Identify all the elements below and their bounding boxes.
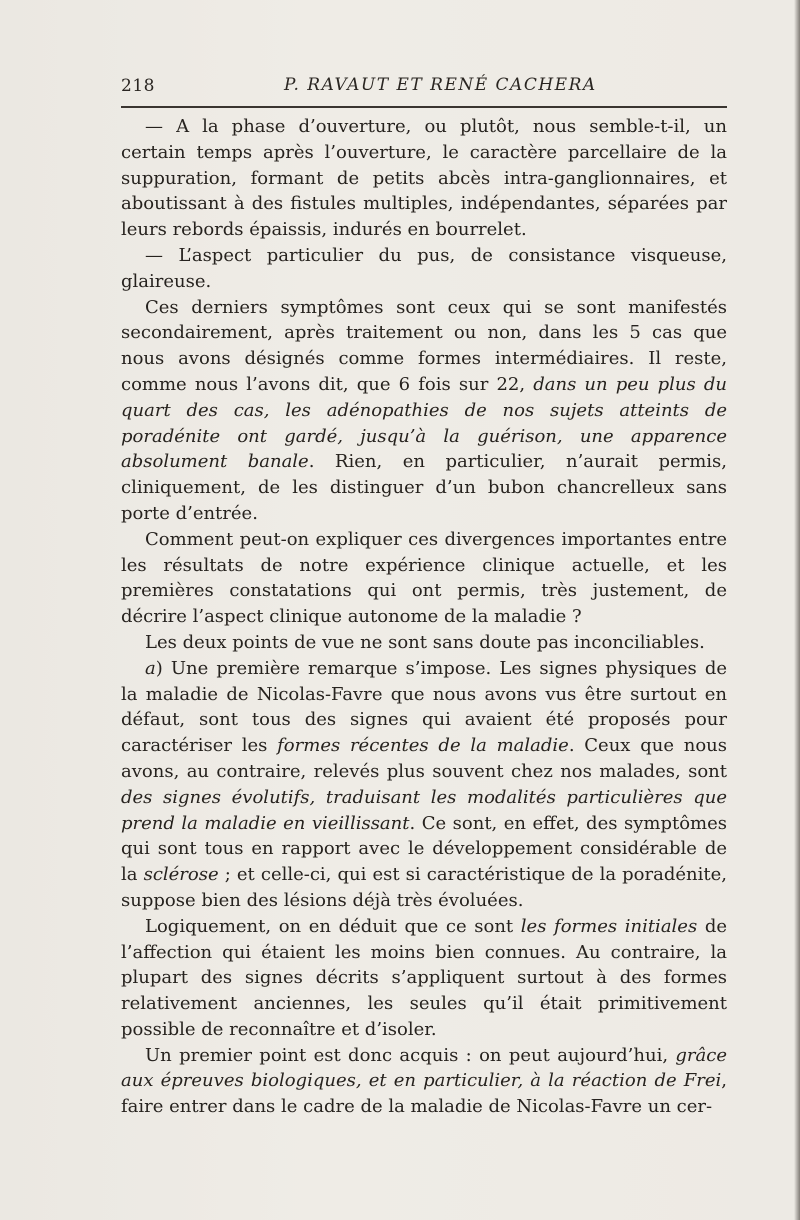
- italic-run: dans un peu plus du quart des cas, les adénopathies de nos sujets atteints de poradénite ont gardé, jusqu’à la guérison, une apparence absolument banale: [121, 373, 728, 473]
- text-run: Les deux points de vue ne sont sans doute pas inconciliables.: [145, 631, 705, 653]
- text-run: . Ceux que nous avons, au contraire, relevés plus souvent chez nos malades, sont: [121, 735, 727, 782]
- paragraph: [121, 114, 727, 243]
- text-run: . Rien, en particulier, n’aurait permis, cliniquement, de les distinguer d’un bubon chancrelleux sans porte d’entrée.: [121, 451, 728, 524]
- text-run: . Ce sont, en effet, des symptômes qui sont tous en rapport avec le développement considérable de la: [121, 812, 727, 886]
- paragraph: [121, 656, 727, 914]
- body-text: [121, 114, 727, 1120]
- italic-run: grâce aux épreuves biologiques, et en particulier, à la réaction de Frei: [121, 1044, 727, 1092]
- paragraph: [121, 1043, 727, 1120]
- text-run: Comment peut-on expliquer ces divergences importantes entre les résultats de notre expérience clinique actuelle, et les premières constatations qui ont permis, très justement, de décrire l’aspect clinique autonome de la maladie ?: [121, 528, 727, 628]
- page-number: 218: [121, 76, 155, 96]
- italic-run: a: [145, 657, 156, 679]
- text-run: Un premier point est donc acquis : on peut aujourd’hui,: [145, 1044, 676, 1066]
- header-rule: [121, 106, 727, 108]
- paragraph: [121, 243, 727, 295]
- text-run: — L’aspect particulier du pus, de consistance visqueuse, glaireuse.: [121, 244, 727, 292]
- text-run: Ces derniers symptômes sont ceux qui se sont manifestés secondairement, après traitement ou non, dans les 5 cas que nous avons désignés comme formes intermédiaires. Il reste, comme nous l’avons dit, que 6 fois sur 22,: [121, 296, 727, 395]
- italic-run: des signes évolutifs, traduisant les modalités particulières que prend la maladie en vieillissant: [121, 786, 727, 834]
- text-run: ; et celle-ci, qui est si caractéristique de la poradénite, suppose bien des lésions déjà très évoluées.: [121, 864, 727, 911]
- paragraph: [121, 914, 727, 1043]
- paragraph: [121, 630, 727, 656]
- page-header: [121, 72, 727, 102]
- paragraph: [121, 295, 727, 527]
- italic-run: formes récentes de la maladie: [277, 735, 569, 757]
- text-run: de l’affection qui étaient les moins bien connues. Au contraire, la plupart des signes décrits s’appliquent surtout à des formes relativement anciennes, les seules qu’il était primitivement possible de reconnaître et d’isoler.: [121, 915, 727, 1040]
- running-title: P. RAVAUT ET RENÉ CACHERA: [284, 75, 597, 95]
- text-run: , faire entrer dans le cadre de la maladie de Nicolas-Favre un cer-: [121, 1070, 727, 1118]
- italic-run: sclérose: [143, 864, 219, 886]
- text-run: ) Une première remarque s’impose. Les signes physiques de la maladie de Nicolas-Favre que nous avons vus être surtout en défaut, sont tous des signes qui avaient été proposés pour caractériser les: [121, 657, 727, 757]
- page-edge-shadow: [794, 0, 800, 1220]
- paragraph: [121, 527, 727, 630]
- italic-run: les formes initiales: [520, 915, 698, 937]
- text-run: Logiquement, on en déduit que ce sont: [145, 915, 521, 937]
- text-run: — A la phase d’ouverture, ou plutôt, nous semble-t-il, un certain temps après l’ouverture, le caractère parcellaire de la suppuration, formant de petits abcès intra-ganglionnaires, et aboutissant à des fistules multiples, indépendantes, séparées par leurs rebords épaissis, indurés en bourrelet.: [121, 116, 727, 241]
